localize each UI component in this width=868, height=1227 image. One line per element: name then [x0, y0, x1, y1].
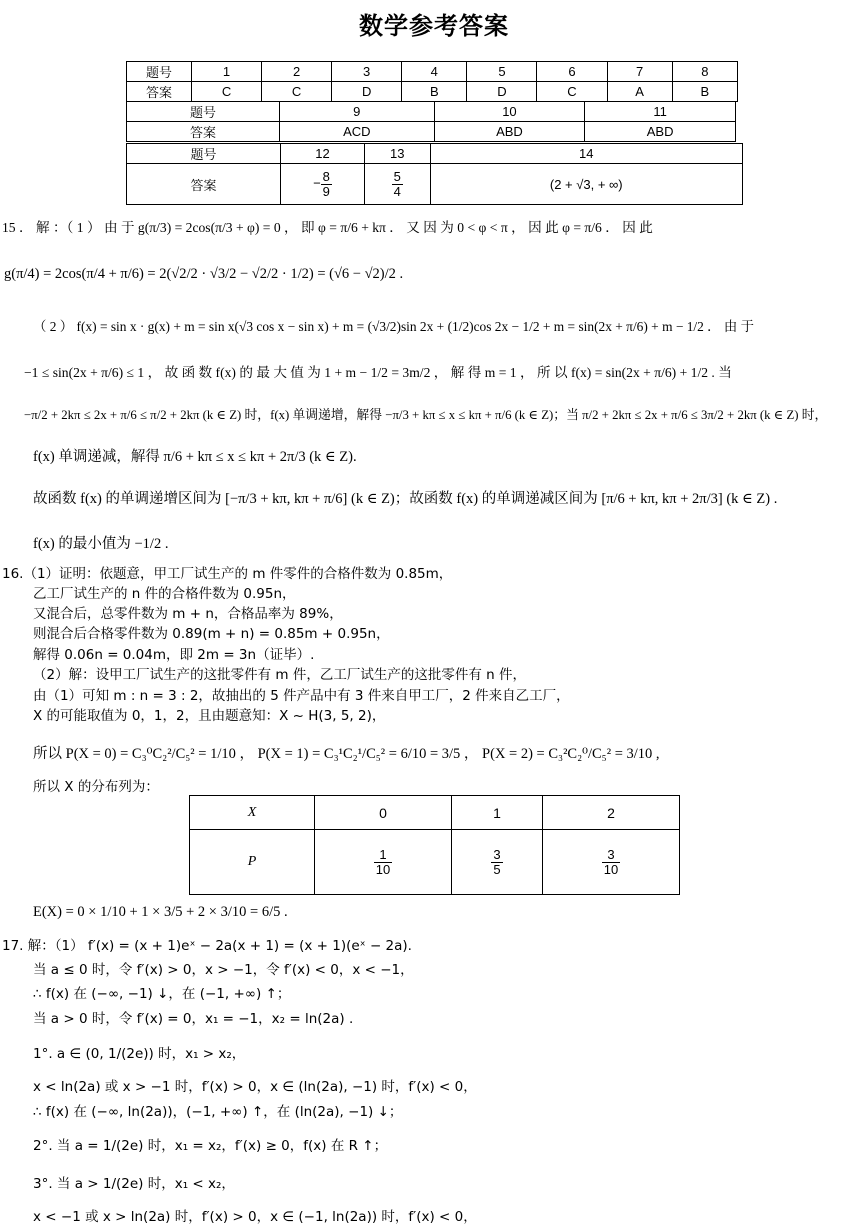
- a-cell: B: [402, 82, 467, 102]
- a-cell: ABD: [434, 122, 585, 142]
- dist-x-value: 1: [452, 796, 543, 830]
- dist-x-label: X: [190, 796, 315, 830]
- q16-line-3: 又混合后，总零件数为 m + n，合格品率为 89%，: [33, 606, 343, 622]
- row-label-answer: 答案: [127, 122, 280, 142]
- dist-p-value: [315, 830, 452, 895]
- fraction: [321, 170, 332, 198]
- fraction-denominator: 9: [322, 183, 330, 199]
- dist-p-value: [542, 830, 679, 895]
- fraction-numerator: 3: [602, 848, 620, 863]
- q15-line-8: f(x) 的最小值为 −1/2 .: [33, 536, 169, 552]
- answer-table-1-8: [126, 61, 738, 102]
- dist-p-value: [452, 830, 543, 895]
- distribution-p-row: [190, 830, 680, 895]
- fraction: [392, 170, 403, 198]
- q-cell: 6: [537, 62, 607, 82]
- fraction: [374, 848, 392, 876]
- q-cell: 14: [430, 144, 743, 164]
- row-label-answer: 答案: [127, 164, 281, 205]
- dist-x-value: 0: [315, 796, 452, 830]
- a-cell: C: [262, 82, 332, 102]
- fraction-numerator: 3: [493, 846, 501, 862]
- q-cell: 9: [280, 102, 435, 122]
- a-cell: A: [607, 82, 672, 102]
- question-row: [127, 102, 736, 122]
- q15-line-4: −1 ≤ sin(2x + π/6) ≤ 1 ， 故 函 数 f(x) 的 最 大 值 为 1 + m − 1/2 = 3m/2 ， 解 得 m = 1 ， 所 以 f(x) = sin(2x + π/6) + 1/2 . 当: [24, 365, 732, 380]
- q17-line-3: ∴ f(x) 在 (−∞, −1) ↓，在 (−1, +∞) ↑；: [33, 986, 291, 1002]
- a-cell: ABD: [585, 122, 736, 142]
- question-row: [127, 62, 738, 82]
- q-cell: 3: [332, 62, 402, 82]
- page-title: 数学参考答案: [359, 12, 509, 40]
- row-label-question: 题号: [127, 62, 192, 82]
- q15-line-2: g(π/4) = 2cos(π/4 + π/6) = 2(√2/2 · √3/2 − √2/2 · 1/2) = (√6 − √2)/2 .: [4, 266, 404, 282]
- q17-line-9: 3°. 当 a > 1/(2e) 时，x₁ < x₂，: [33, 1176, 235, 1192]
- q17-line-2: 当 a ≤ 0 时，令 f′(x) > 0，x > −1，令 f′(x) < 0，x < −1，: [33, 962, 414, 978]
- q-cell: 5: [467, 62, 537, 82]
- q16-line-1: 16.（1）证明：依题意，甲工厂试生产的 m 件零件的合格件数为 0.85m，: [2, 566, 453, 582]
- q17-line-1: 17. 解：（1） f′(x) = (x + 1)eˣ − 2a(x + 1) = (x + 1)(eˣ − 2a).: [2, 938, 412, 954]
- a-cell: ACD: [280, 122, 435, 142]
- a-cell-14: (2 + √3, + ∞): [430, 164, 743, 205]
- distribution-table: [189, 795, 680, 895]
- q16-line-11: E(X) = 0 × 1/10 + 1 × 3/5 + 2 × 3/10 = 6/5 .: [33, 904, 288, 920]
- q15-line-7: 故函数 f(x) 的单调递增区间为 [−π/3 + kπ, kπ + π/6] (k ∈ Z)；故函数 f(x) 的单调递减区间为 [π/6 + kπ, kπ + 2π/3] (k ∈ Z) .: [33, 491, 778, 507]
- q15-line-6: f(x) 单调递减，解得 π/6 + kπ ≤ x ≤ kπ + 2π/3 (k ∈ Z).: [33, 449, 357, 465]
- q17-line-7: ∴ f(x) 在 (−∞, ln(2a))，(−1, +∞) ↑，在 (ln(2a), −1) ↓；: [33, 1104, 403, 1120]
- a-cell: B: [672, 82, 737, 102]
- question-row: [127, 144, 743, 164]
- fraction-denominator: 4: [393, 183, 401, 199]
- q-cell: 8: [672, 62, 737, 82]
- q17-line-10: x < −1 或 x > ln(2a) 时，f′(x) > 0，x ∈ (−1, ln(2a)) 时，f′(x) < 0，: [33, 1209, 477, 1225]
- a-cell: C: [537, 82, 607, 102]
- q16-line-4: 则混合后合格零件数为 0.89(m + n) = 0.85m + 0.95n，: [33, 626, 390, 642]
- q-cell: 12: [281, 144, 365, 164]
- fraction-denominator: 5: [493, 861, 501, 877]
- q16-line-7: 由（1）可知 m : n = 3 : 2，故抽出的 5 件产品中有 3 件来自甲工厂，2 件来自乙工厂，: [33, 688, 570, 704]
- fraction-numerator: 8: [322, 168, 330, 184]
- fraction-sign: −: [313, 175, 321, 191]
- a-cell: D: [467, 82, 537, 102]
- q15-line-3: （ 2 ） f(x) = sin x · g(x) + m = sin x(√3 cos x − sin x) + m = (√3/2)sin 2x + (1/2)cos 2x − 1/2 + m = sin(2x + π/6) + m − 1/2 ． 由 于: [33, 319, 755, 334]
- a-cell-13: [364, 164, 430, 205]
- answer-row: [127, 122, 736, 142]
- q16-line-10: 所以 X 的分布列为：: [33, 779, 159, 795]
- q-cell: 7: [607, 62, 672, 82]
- q15-line-5: −π/2 + 2kπ ≤ 2x + π/6 ≤ π/2 + 2kπ (k ∈ Z) 时，f(x) 单调递增，解得 −π/3 + kπ ≤ x ≤ kπ + π/6 (k ∈ Z)；当 π/2 + 2kπ ≤ 2x + π/6 ≤ 3π/2 + 2kπ (k ∈ Z) 时，: [24, 408, 828, 422]
- a-cell: D: [332, 82, 402, 102]
- q-cell: 2: [262, 62, 332, 82]
- fraction: [602, 848, 620, 876]
- answer-table-9-11: [126, 101, 736, 142]
- q15-line-1: 15 ． 解 ：（ 1 ） 由 于 g(π/3) = 2cos(π/3 + φ) = 0 ， 即 φ = π/6 + kπ ． 又 因 为 0 < φ < π ， 因 此 φ = π/6 ． 因 此: [2, 220, 653, 235]
- row-label-answer: 答案: [127, 82, 192, 102]
- fraction-denominator: 10: [375, 861, 391, 877]
- q16-line-2: 乙工厂试生产的 n 件的合格件数为 0.95n，: [33, 586, 296, 602]
- q-cell: 11: [585, 102, 736, 122]
- q16-line-8: X 的可能取值为 0，1，2，且由题意知：X ~ H(3, 5, 2)，: [33, 708, 386, 724]
- answer-table-12-14: [126, 143, 743, 205]
- dist-x-value: 2: [542, 796, 679, 830]
- q16-line-6: （2）解：设甲工厂试生产的这批零件有 m 件，乙工厂试生产的这批零件有 n 件，: [33, 667, 526, 683]
- q17-line-8: 2°. 当 a = 1/(2e) 时，x₁ = x₂，f′(x) ≥ 0，f(x) 在 R ↑；: [33, 1138, 388, 1154]
- a-cell: C: [192, 82, 262, 102]
- q17-line-5: 1°. a ∈ (0, 1/(2e)) 时，x₁ > x₂，: [33, 1046, 246, 1062]
- q16-line-9: 所以 P(X = 0) = C₃⁰C₂²/C₅² = 1/10 ， P(X = 1) = C₃¹C₂¹/C₅² = 6/10 = 3/5 ， P(X = 2) = C₃²C₂⁰/C₅² = 3/10 ,: [33, 746, 660, 762]
- fraction-denominator: 10: [603, 861, 619, 877]
- answer-row: [127, 164, 743, 205]
- q17-line-6: x < ln(2a) 或 x > −1 时，f′(x) > 0，x ∈ (ln(2a), −1) 时，f′(x) < 0，: [33, 1079, 477, 1095]
- q17-line-4: 当 a > 0 时，令 f′(x) = 0，x₁ = −1，x₂ = ln(2a) .: [33, 1011, 354, 1027]
- row-label-question: 题号: [127, 144, 281, 164]
- q-cell: 10: [434, 102, 585, 122]
- distribution-x-row: [190, 796, 680, 830]
- q-cell: 4: [402, 62, 467, 82]
- q-cell: 13: [364, 144, 430, 164]
- q16-line-5: 解得 0.06n = 0.04m，即 2m = 3n（证毕）.: [33, 647, 315, 663]
- fraction-numerator: 5: [393, 168, 401, 184]
- dist-p-label: P: [190, 830, 315, 895]
- fraction-numerator: 1: [374, 848, 392, 863]
- row-label-question: 题号: [127, 102, 280, 122]
- q-cell: 1: [192, 62, 262, 82]
- fraction: [491, 848, 502, 876]
- answer-row: [127, 82, 738, 102]
- a-cell-12: [281, 164, 365, 205]
